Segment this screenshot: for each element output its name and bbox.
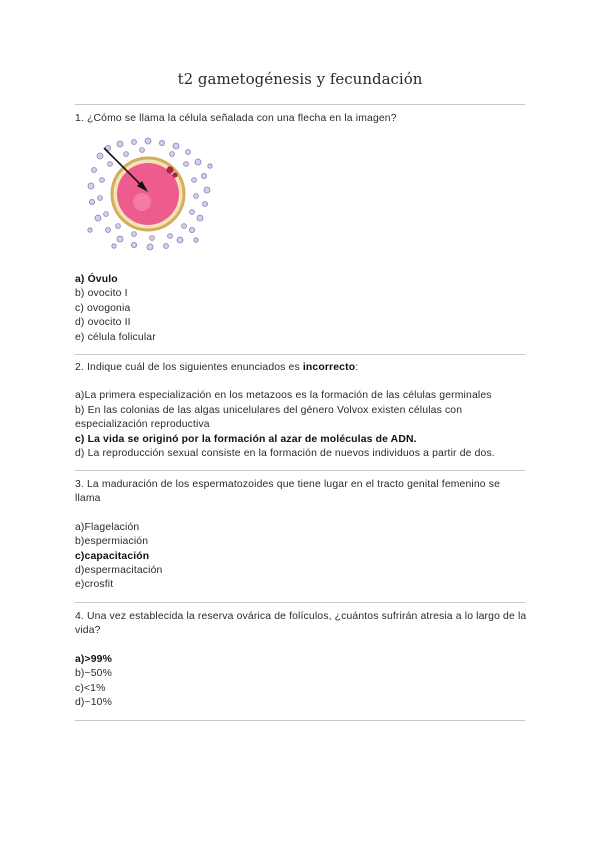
option-b[interactable]: b) En las colonias de las algas unicelulares del género Volvox existen células con especialización reproductiva <box>75 404 463 431</box>
option-a[interactable]: a)>99% <box>75 653 113 665</box>
spacer <box>75 375 527 389</box>
question-4 <box>75 610 527 710</box>
option-d[interactable]: d)~10% <box>75 697 113 709</box>
option-a[interactable]: a) Óvulo <box>75 274 118 285</box>
question-4-prompt: 4. Una vez establecida la reserva ovárica de folículos, ¿cuántos sufrirán atresia a lo largo de la vida? <box>75 611 527 637</box>
option-d[interactable]: d) La reproducción sexual consiste en la formación de nuevos individuos a partir de dos. <box>75 448 495 460</box>
option-e[interactable]: e)crosfit <box>75 579 114 591</box>
option-d[interactable]: d) ovocito II <box>75 317 131 329</box>
ovum-with-corona-radiata-illustration <box>86 136 214 252</box>
question-1 <box>75 112 527 126</box>
option-a[interactable]: a)La primera especialización en los metazoos es la formación de las células germinales <box>75 390 492 402</box>
option-c[interactable] <box>75 550 527 564</box>
option-c[interactable]: c) ovogonia <box>75 302 131 314</box>
spacer <box>75 507 527 521</box>
prompt-text-end: : <box>355 362 359 373</box>
option-c-letter: c) <box>75 550 85 562</box>
option-a[interactable]: a)Flagelación <box>75 521 140 533</box>
option-c[interactable]: c)<1% <box>75 682 106 694</box>
divider <box>75 104 525 105</box>
divider <box>75 470 525 471</box>
question-1-options <box>75 273 527 345</box>
prompt-emphasis: incorrecto <box>302 362 356 373</box>
question-2-prompt <box>75 361 527 375</box>
divider <box>75 602 525 603</box>
question-3-prompt: 3. La maduración de los espermatozoides que tiene lugar en el tracto genital femenino se llama <box>75 479 501 505</box>
option-e[interactable]: e) célula folicular <box>75 331 156 343</box>
divider <box>75 720 525 721</box>
divider <box>75 354 525 355</box>
spacer <box>75 639 527 653</box>
option-c-label: capacitación <box>84 550 150 562</box>
prompt-text: 2. Indique cuál de los siguientes enunciados es <box>75 362 303 373</box>
question-2 <box>75 361 527 461</box>
option-c[interactable]: c) La vida se originó por la formación al azar de moléculas de ADN. <box>75 433 417 445</box>
option-b[interactable]: b)espermiación <box>75 536 149 548</box>
option-b[interactable]: b)~50% <box>75 668 113 680</box>
question-1-prompt: 1. ¿Cómo se llama la célula señalada con una flecha en la imagen? <box>75 113 397 124</box>
option-d[interactable]: d)espermacitación <box>75 565 163 577</box>
page-title: t2 gametogénesis y fecundación <box>177 70 423 88</box>
option-b[interactable]: b) ovocito I <box>75 288 128 300</box>
question-3 <box>75 478 527 593</box>
